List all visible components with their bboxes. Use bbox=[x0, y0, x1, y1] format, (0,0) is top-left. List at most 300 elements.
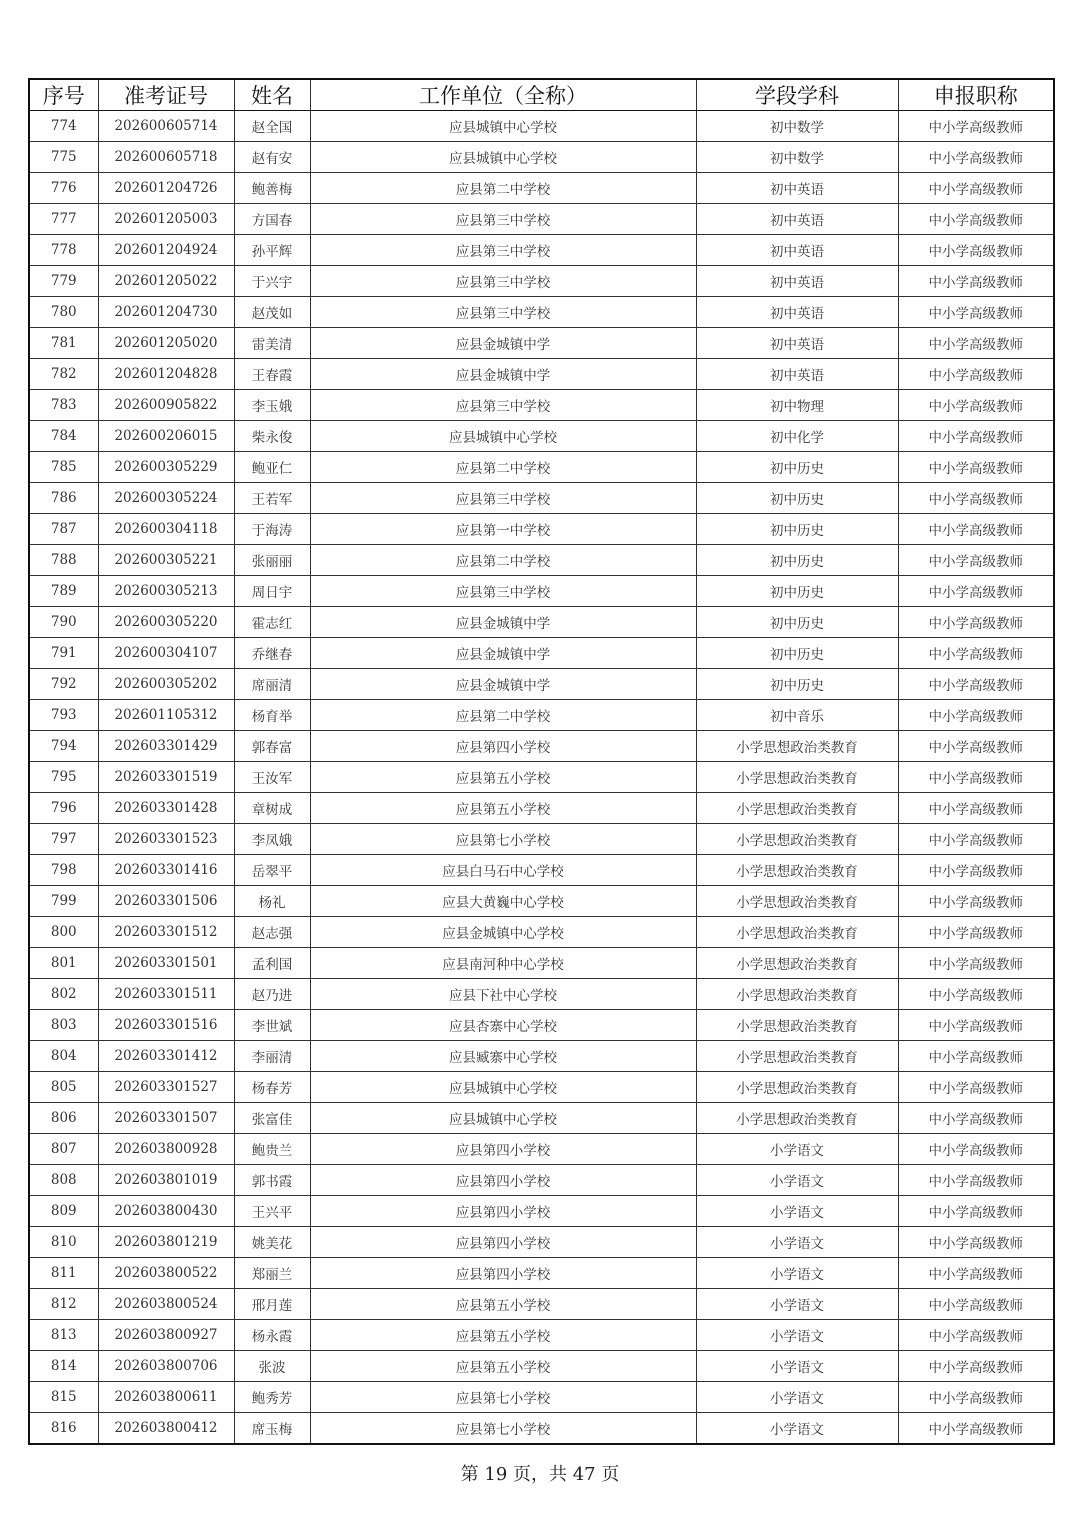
cell-title-applied: 中小学高级教师 bbox=[898, 1258, 1054, 1289]
cell-stage-subject: 小学语文 bbox=[696, 1165, 898, 1196]
cell-stage-subject: 初中数学 bbox=[696, 142, 898, 173]
cell-stage-subject: 小学语文 bbox=[696, 1196, 898, 1227]
cell-title-applied: 中小学高级教师 bbox=[898, 1289, 1054, 1320]
cell-seq: 781 bbox=[29, 328, 98, 359]
cell-name: 鲍善梅 bbox=[234, 173, 310, 204]
table-row bbox=[29, 142, 1054, 173]
cell-seq: 808 bbox=[29, 1165, 98, 1196]
cell-stage-subject: 小学思想政治类教育 bbox=[696, 948, 898, 979]
cell-work-unit: 应县第二中学校 bbox=[310, 700, 696, 731]
cell-seq: 815 bbox=[29, 1382, 98, 1413]
cell-ticket-no: 202601204726 bbox=[98, 173, 234, 204]
cell-title-applied: 中小学高级教师 bbox=[898, 514, 1054, 545]
cell-title-applied: 中小学高级教师 bbox=[898, 1072, 1054, 1103]
page-footer bbox=[0, 1460, 1080, 1486]
header-row bbox=[29, 79, 1054, 111]
table-row bbox=[29, 576, 1054, 607]
table-row bbox=[29, 607, 1054, 638]
cell-work-unit: 应县金城镇中学 bbox=[310, 607, 696, 638]
cell-ticket-no: 202601204924 bbox=[98, 235, 234, 266]
header-ticket-no: 准考证号 bbox=[98, 79, 234, 111]
cell-name: 于海涛 bbox=[234, 514, 310, 545]
cell-work-unit: 应县第一中学校 bbox=[310, 514, 696, 545]
cell-name: 王春霞 bbox=[234, 359, 310, 390]
table-row bbox=[29, 1010, 1054, 1041]
cell-name: 王兴平 bbox=[234, 1196, 310, 1227]
cell-title-applied: 中小学高级教师 bbox=[898, 576, 1054, 607]
cell-seq: 795 bbox=[29, 762, 98, 793]
cell-work-unit: 应县第七小学校 bbox=[310, 1413, 696, 1445]
cell-ticket-no: 202600605714 bbox=[98, 111, 234, 142]
cell-seq: 804 bbox=[29, 1041, 98, 1072]
table-row bbox=[29, 886, 1054, 917]
table-row bbox=[29, 204, 1054, 235]
cell-work-unit: 应县第二中学校 bbox=[310, 452, 696, 483]
cell-stage-subject: 小学思想政治类教育 bbox=[696, 1103, 898, 1134]
cell-work-unit: 应县金城镇中学 bbox=[310, 638, 696, 669]
cell-title-applied: 中小学高级教师 bbox=[898, 1413, 1054, 1445]
cell-title-applied: 中小学高级教师 bbox=[898, 204, 1054, 235]
cell-name: 柴永俊 bbox=[234, 421, 310, 452]
cell-title-applied: 中小学高级教师 bbox=[898, 111, 1054, 142]
table-row bbox=[29, 1103, 1054, 1134]
cell-name: 霍志红 bbox=[234, 607, 310, 638]
cell-name: 李丽清 bbox=[234, 1041, 310, 1072]
table-row bbox=[29, 328, 1054, 359]
cell-title-applied: 中小学高级教师 bbox=[898, 1165, 1054, 1196]
cell-work-unit: 应县第七小学校 bbox=[310, 1382, 696, 1413]
cell-seq: 803 bbox=[29, 1010, 98, 1041]
cell-title-applied: 中小学高级教师 bbox=[898, 1351, 1054, 1382]
cell-title-applied: 中小学高级教师 bbox=[898, 979, 1054, 1010]
cell-work-unit: 应县城镇中心学校 bbox=[310, 1103, 696, 1134]
header-seq: 序号 bbox=[29, 79, 98, 111]
cell-title-applied: 中小学高级教师 bbox=[898, 235, 1054, 266]
cell-seq: 778 bbox=[29, 235, 98, 266]
cell-name: 赵乃进 bbox=[234, 979, 310, 1010]
cell-name: 孟利国 bbox=[234, 948, 310, 979]
cell-ticket-no: 202603800522 bbox=[98, 1258, 234, 1289]
cell-stage-subject: 初中化学 bbox=[696, 421, 898, 452]
cell-name: 雷美清 bbox=[234, 328, 310, 359]
table-row bbox=[29, 390, 1054, 421]
cell-ticket-no: 202603301428 bbox=[98, 793, 234, 824]
cell-title-applied: 中小学高级教师 bbox=[898, 638, 1054, 669]
cell-name: 张丽丽 bbox=[234, 545, 310, 576]
cell-work-unit: 应县第七小学校 bbox=[310, 824, 696, 855]
cell-ticket-no: 202603800928 bbox=[98, 1134, 234, 1165]
table-row bbox=[29, 266, 1054, 297]
cell-name: 周日宇 bbox=[234, 576, 310, 607]
cell-ticket-no: 202603301523 bbox=[98, 824, 234, 855]
table-row bbox=[29, 1320, 1054, 1351]
cell-stage-subject: 初中物理 bbox=[696, 390, 898, 421]
cell-name: 郭书霞 bbox=[234, 1165, 310, 1196]
cell-seq: 777 bbox=[29, 204, 98, 235]
cell-work-unit: 应县第五小学校 bbox=[310, 1320, 696, 1351]
cell-title-applied: 中小学高级教师 bbox=[898, 886, 1054, 917]
cell-ticket-no: 202603800430 bbox=[98, 1196, 234, 1227]
cell-seq: 801 bbox=[29, 948, 98, 979]
cell-stage-subject: 小学语文 bbox=[696, 1320, 898, 1351]
table-row bbox=[29, 514, 1054, 545]
page-number-text: 第 19 页，共 47 页 bbox=[460, 1464, 620, 1485]
cell-stage-subject: 小学思想政治类教育 bbox=[696, 793, 898, 824]
cell-seq: 807 bbox=[29, 1134, 98, 1165]
cell-name: 郑丽兰 bbox=[234, 1258, 310, 1289]
cell-work-unit: 应县白马石中心学校 bbox=[310, 855, 696, 886]
cell-name: 鲍贵兰 bbox=[234, 1134, 310, 1165]
table-row bbox=[29, 235, 1054, 266]
cell-work-unit: 应县城镇中心学校 bbox=[310, 1072, 696, 1103]
cell-stage-subject: 小学思想政治类教育 bbox=[696, 1072, 898, 1103]
cell-ticket-no: 202600605718 bbox=[98, 142, 234, 173]
cell-work-unit: 应县第四小学校 bbox=[310, 1165, 696, 1196]
cell-ticket-no: 202601205003 bbox=[98, 204, 234, 235]
cell-ticket-no: 202601105312 bbox=[98, 700, 234, 731]
cell-ticket-no: 202603301519 bbox=[98, 762, 234, 793]
table-row bbox=[29, 421, 1054, 452]
cell-title-applied: 中小学高级教师 bbox=[898, 1320, 1054, 1351]
cell-stage-subject: 小学语文 bbox=[696, 1258, 898, 1289]
table-row bbox=[29, 359, 1054, 390]
cell-ticket-no: 202600305224 bbox=[98, 483, 234, 514]
cell-ticket-no: 202600305221 bbox=[98, 545, 234, 576]
cell-work-unit: 应县金城镇中学 bbox=[310, 359, 696, 390]
roster-body bbox=[29, 111, 1054, 1445]
cell-title-applied: 中小学高级教师 bbox=[898, 1382, 1054, 1413]
cell-name: 赵志强 bbox=[234, 917, 310, 948]
cell-stage-subject: 初中历史 bbox=[696, 514, 898, 545]
table-row bbox=[29, 979, 1054, 1010]
table-row bbox=[29, 452, 1054, 483]
cell-title-applied: 中小学高级教师 bbox=[898, 1227, 1054, 1258]
cell-work-unit: 应县第五小学校 bbox=[310, 1289, 696, 1320]
cell-work-unit: 应县第三中学校 bbox=[310, 204, 696, 235]
table-row bbox=[29, 297, 1054, 328]
cell-work-unit: 应县第四小学校 bbox=[310, 731, 696, 762]
table-row bbox=[29, 948, 1054, 979]
cell-seq: 814 bbox=[29, 1351, 98, 1382]
cell-seq: 793 bbox=[29, 700, 98, 731]
cell-stage-subject: 初中历史 bbox=[696, 483, 898, 514]
cell-stage-subject: 初中音乐 bbox=[696, 700, 898, 731]
cell-ticket-no: 202603301516 bbox=[98, 1010, 234, 1041]
cell-ticket-no: 202603801219 bbox=[98, 1227, 234, 1258]
cell-seq: 792 bbox=[29, 669, 98, 700]
cell-ticket-no: 202601205020 bbox=[98, 328, 234, 359]
cell-seq: 775 bbox=[29, 142, 98, 173]
cell-seq: 787 bbox=[29, 514, 98, 545]
cell-name: 赵茂如 bbox=[234, 297, 310, 328]
cell-ticket-no: 202603301501 bbox=[98, 948, 234, 979]
cell-seq: 788 bbox=[29, 545, 98, 576]
cell-title-applied: 中小学高级教师 bbox=[898, 266, 1054, 297]
cell-name: 王汝军 bbox=[234, 762, 310, 793]
cell-work-unit: 应县第三中学校 bbox=[310, 297, 696, 328]
cell-work-unit: 应县南河种中心学校 bbox=[310, 948, 696, 979]
cell-seq: 798 bbox=[29, 855, 98, 886]
cell-stage-subject: 小学思想政治类教育 bbox=[696, 762, 898, 793]
cell-stage-subject: 初中历史 bbox=[696, 607, 898, 638]
cell-ticket-no: 202600304107 bbox=[98, 638, 234, 669]
cell-title-applied: 中小学高级教师 bbox=[898, 793, 1054, 824]
cell-seq: 809 bbox=[29, 1196, 98, 1227]
cell-seq: 785 bbox=[29, 452, 98, 483]
cell-seq: 791 bbox=[29, 638, 98, 669]
cell-ticket-no: 202601204828 bbox=[98, 359, 234, 390]
cell-title-applied: 中小学高级教师 bbox=[898, 855, 1054, 886]
table-row bbox=[29, 731, 1054, 762]
table-row bbox=[29, 793, 1054, 824]
cell-work-unit: 应县第三中学校 bbox=[310, 235, 696, 266]
table-row bbox=[29, 1413, 1054, 1445]
cell-title-applied: 中小学高级教师 bbox=[898, 948, 1054, 979]
cell-work-unit: 应县第三中学校 bbox=[310, 266, 696, 297]
cell-work-unit: 应县金城镇中学 bbox=[310, 328, 696, 359]
cell-work-unit: 应县第二中学校 bbox=[310, 545, 696, 576]
cell-title-applied: 中小学高级教师 bbox=[898, 452, 1054, 483]
cell-stage-subject: 小学思想政治类教育 bbox=[696, 855, 898, 886]
cell-title-applied: 中小学高级教师 bbox=[898, 328, 1054, 359]
cell-title-applied: 中小学高级教师 bbox=[898, 1134, 1054, 1165]
cell-ticket-no: 202600905822 bbox=[98, 390, 234, 421]
cell-ticket-no: 202603301429 bbox=[98, 731, 234, 762]
cell-title-applied: 中小学高级教师 bbox=[898, 669, 1054, 700]
cell-name: 李凤娥 bbox=[234, 824, 310, 855]
cell-ticket-no: 202600206015 bbox=[98, 421, 234, 452]
cell-stage-subject: 初中英语 bbox=[696, 204, 898, 235]
cell-stage-subject: 小学思想政治类教育 bbox=[696, 1041, 898, 1072]
cell-work-unit: 应县第三中学校 bbox=[310, 483, 696, 514]
cell-stage-subject: 初中历史 bbox=[696, 545, 898, 576]
cell-work-unit: 应县金城镇中心学校 bbox=[310, 917, 696, 948]
cell-name: 孙平辉 bbox=[234, 235, 310, 266]
cell-seq: 810 bbox=[29, 1227, 98, 1258]
cell-title-applied: 中小学高级教师 bbox=[898, 762, 1054, 793]
cell-ticket-no: 202600305213 bbox=[98, 576, 234, 607]
cell-seq: 816 bbox=[29, 1413, 98, 1445]
cell-ticket-no: 202603301512 bbox=[98, 917, 234, 948]
table-row bbox=[29, 545, 1054, 576]
cell-stage-subject: 初中英语 bbox=[696, 328, 898, 359]
cell-name: 郭春富 bbox=[234, 731, 310, 762]
cell-stage-subject: 小学语文 bbox=[696, 1382, 898, 1413]
cell-title-applied: 中小学高级教师 bbox=[898, 359, 1054, 390]
cell-work-unit: 应县第五小学校 bbox=[310, 762, 696, 793]
cell-work-unit: 应县第四小学校 bbox=[310, 1196, 696, 1227]
cell-work-unit: 应县第三中学校 bbox=[310, 390, 696, 421]
cell-name: 章树成 bbox=[234, 793, 310, 824]
cell-name: 赵全国 bbox=[234, 111, 310, 142]
cell-title-applied: 中小学高级教师 bbox=[898, 390, 1054, 421]
table-row bbox=[29, 483, 1054, 514]
cell-stage-subject: 初中英语 bbox=[696, 297, 898, 328]
cell-ticket-no: 202603301507 bbox=[98, 1103, 234, 1134]
cell-work-unit: 应县杏寨中心学校 bbox=[310, 1010, 696, 1041]
cell-name: 张富佳 bbox=[234, 1103, 310, 1134]
header-name: 姓名 bbox=[234, 79, 310, 111]
cell-stage-subject: 小学思想政治类教育 bbox=[696, 824, 898, 855]
cell-name: 方国春 bbox=[234, 204, 310, 235]
cell-name: 于兴宇 bbox=[234, 266, 310, 297]
cell-ticket-no: 202603800412 bbox=[98, 1413, 234, 1445]
header-title-applied: 申报职称 bbox=[898, 79, 1054, 111]
cell-seq: 789 bbox=[29, 576, 98, 607]
cell-seq: 811 bbox=[29, 1258, 98, 1289]
cell-seq: 779 bbox=[29, 266, 98, 297]
table-row bbox=[29, 1382, 1054, 1413]
cell-stage-subject: 小学语文 bbox=[696, 1134, 898, 1165]
cell-title-applied: 中小学高级教师 bbox=[898, 917, 1054, 948]
cell-name: 杨礼 bbox=[234, 886, 310, 917]
cell-stage-subject: 小学思想政治类教育 bbox=[696, 886, 898, 917]
table-row bbox=[29, 1227, 1054, 1258]
cell-title-applied: 中小学高级教师 bbox=[898, 1010, 1054, 1041]
cell-work-unit: 应县第四小学校 bbox=[310, 1134, 696, 1165]
cell-ticket-no: 202603800611 bbox=[98, 1382, 234, 1413]
cell-stage-subject: 初中历史 bbox=[696, 576, 898, 607]
cell-ticket-no: 202601204730 bbox=[98, 297, 234, 328]
cell-title-applied: 中小学高级教师 bbox=[898, 421, 1054, 452]
table-row bbox=[29, 1258, 1054, 1289]
cell-seq: 780 bbox=[29, 297, 98, 328]
table-row bbox=[29, 1289, 1054, 1320]
header-work-unit: 工作单位（全称） bbox=[310, 79, 696, 111]
cell-work-unit: 应县第五小学校 bbox=[310, 1351, 696, 1382]
cell-ticket-no: 202603301412 bbox=[98, 1041, 234, 1072]
table-row bbox=[29, 824, 1054, 855]
cell-seq: 800 bbox=[29, 917, 98, 948]
table-row bbox=[29, 111, 1054, 142]
cell-name: 杨春芳 bbox=[234, 1072, 310, 1103]
cell-ticket-no: 202603301506 bbox=[98, 886, 234, 917]
cell-work-unit: 应县城镇中心学校 bbox=[310, 142, 696, 173]
cell-name: 李玉娥 bbox=[234, 390, 310, 421]
cell-work-unit: 应县城镇中心学校 bbox=[310, 421, 696, 452]
cell-stage-subject: 小学语文 bbox=[696, 1227, 898, 1258]
cell-seq: 790 bbox=[29, 607, 98, 638]
cell-title-applied: 中小学高级教师 bbox=[898, 1041, 1054, 1072]
table-row bbox=[29, 917, 1054, 948]
cell-name: 王若军 bbox=[234, 483, 310, 514]
cell-stage-subject: 初中英语 bbox=[696, 235, 898, 266]
roster-table bbox=[28, 78, 1055, 1445]
cell-name: 杨育举 bbox=[234, 700, 310, 731]
cell-title-applied: 中小学高级教师 bbox=[898, 1196, 1054, 1227]
cell-stage-subject: 初中英语 bbox=[696, 266, 898, 297]
cell-name: 赵有安 bbox=[234, 142, 310, 173]
cell-seq: 805 bbox=[29, 1072, 98, 1103]
cell-work-unit: 应县第四小学校 bbox=[310, 1258, 696, 1289]
cell-ticket-no: 202600305220 bbox=[98, 607, 234, 638]
cell-stage-subject: 小学思想政治类教育 bbox=[696, 917, 898, 948]
cell-name: 鲍秀芳 bbox=[234, 1382, 310, 1413]
cell-seq: 782 bbox=[29, 359, 98, 390]
cell-name: 李世斌 bbox=[234, 1010, 310, 1041]
header-stage-subject: 学段学科 bbox=[696, 79, 898, 111]
cell-stage-subject: 初中历史 bbox=[696, 638, 898, 669]
table-row bbox=[29, 1041, 1054, 1072]
cell-stage-subject: 初中英语 bbox=[696, 173, 898, 204]
cell-seq: 786 bbox=[29, 483, 98, 514]
cell-ticket-no: 202603800706 bbox=[98, 1351, 234, 1382]
cell-seq: 813 bbox=[29, 1320, 98, 1351]
cell-work-unit: 应县第二中学校 bbox=[310, 173, 696, 204]
cell-work-unit: 应县第三中学校 bbox=[310, 576, 696, 607]
cell-seq: 797 bbox=[29, 824, 98, 855]
cell-name: 鲍亚仁 bbox=[234, 452, 310, 483]
cell-name: 席丽清 bbox=[234, 669, 310, 700]
cell-name: 姚美花 bbox=[234, 1227, 310, 1258]
cell-seq: 774 bbox=[29, 111, 98, 142]
cell-work-unit: 应县大黄巍中心学校 bbox=[310, 886, 696, 917]
table-row bbox=[29, 1072, 1054, 1103]
cell-ticket-no: 202603301511 bbox=[98, 979, 234, 1010]
table-row bbox=[29, 855, 1054, 886]
cell-ticket-no: 202603800524 bbox=[98, 1289, 234, 1320]
cell-title-applied: 中小学高级教师 bbox=[898, 545, 1054, 576]
table-row bbox=[29, 762, 1054, 793]
cell-stage-subject: 初中数学 bbox=[696, 111, 898, 142]
cell-title-applied: 中小学高级教师 bbox=[898, 483, 1054, 514]
cell-work-unit: 应县下社中心学校 bbox=[310, 979, 696, 1010]
cell-stage-subject: 小学语文 bbox=[696, 1289, 898, 1320]
cell-ticket-no: 202600305229 bbox=[98, 452, 234, 483]
cell-ticket-no: 202603801019 bbox=[98, 1165, 234, 1196]
cell-seq: 812 bbox=[29, 1289, 98, 1320]
cell-title-applied: 中小学高级教师 bbox=[898, 700, 1054, 731]
cell-title-applied: 中小学高级教师 bbox=[898, 1103, 1054, 1134]
cell-stage-subject: 小学思想政治类教育 bbox=[696, 731, 898, 762]
table-row bbox=[29, 1165, 1054, 1196]
cell-name: 席玉梅 bbox=[234, 1413, 310, 1445]
cell-ticket-no: 202603301527 bbox=[98, 1072, 234, 1103]
cell-name: 杨永霞 bbox=[234, 1320, 310, 1351]
cell-seq: 783 bbox=[29, 390, 98, 421]
cell-stage-subject: 小学思想政治类教育 bbox=[696, 979, 898, 1010]
cell-ticket-no: 202600305202 bbox=[98, 669, 234, 700]
cell-title-applied: 中小学高级教师 bbox=[898, 824, 1054, 855]
cell-stage-subject: 初中历史 bbox=[696, 669, 898, 700]
cell-ticket-no: 202600304118 bbox=[98, 514, 234, 545]
cell-name: 张波 bbox=[234, 1351, 310, 1382]
cell-work-unit: 应县第四小学校 bbox=[310, 1227, 696, 1258]
cell-seq: 802 bbox=[29, 979, 98, 1010]
cell-seq: 799 bbox=[29, 886, 98, 917]
cell-seq: 796 bbox=[29, 793, 98, 824]
cell-stage-subject: 初中英语 bbox=[696, 359, 898, 390]
cell-stage-subject: 小学语文 bbox=[696, 1413, 898, 1445]
table-row bbox=[29, 638, 1054, 669]
table-row bbox=[29, 1196, 1054, 1227]
table-row bbox=[29, 700, 1054, 731]
cell-stage-subject: 初中历史 bbox=[696, 452, 898, 483]
cell-work-unit: 应县第五小学校 bbox=[310, 793, 696, 824]
cell-name: 乔继春 bbox=[234, 638, 310, 669]
cell-ticket-no: 202601205022 bbox=[98, 266, 234, 297]
cell-seq: 776 bbox=[29, 173, 98, 204]
cell-name: 邢月莲 bbox=[234, 1289, 310, 1320]
cell-ticket-no: 202603800927 bbox=[98, 1320, 234, 1351]
cell-title-applied: 中小学高级教师 bbox=[898, 173, 1054, 204]
cell-title-applied: 中小学高级教师 bbox=[898, 297, 1054, 328]
table-row bbox=[29, 1134, 1054, 1165]
cell-work-unit: 应县金城镇中学 bbox=[310, 669, 696, 700]
cell-work-unit: 应县臧寨中心学校 bbox=[310, 1041, 696, 1072]
table-row bbox=[29, 1351, 1054, 1382]
cell-title-applied: 中小学高级教师 bbox=[898, 142, 1054, 173]
